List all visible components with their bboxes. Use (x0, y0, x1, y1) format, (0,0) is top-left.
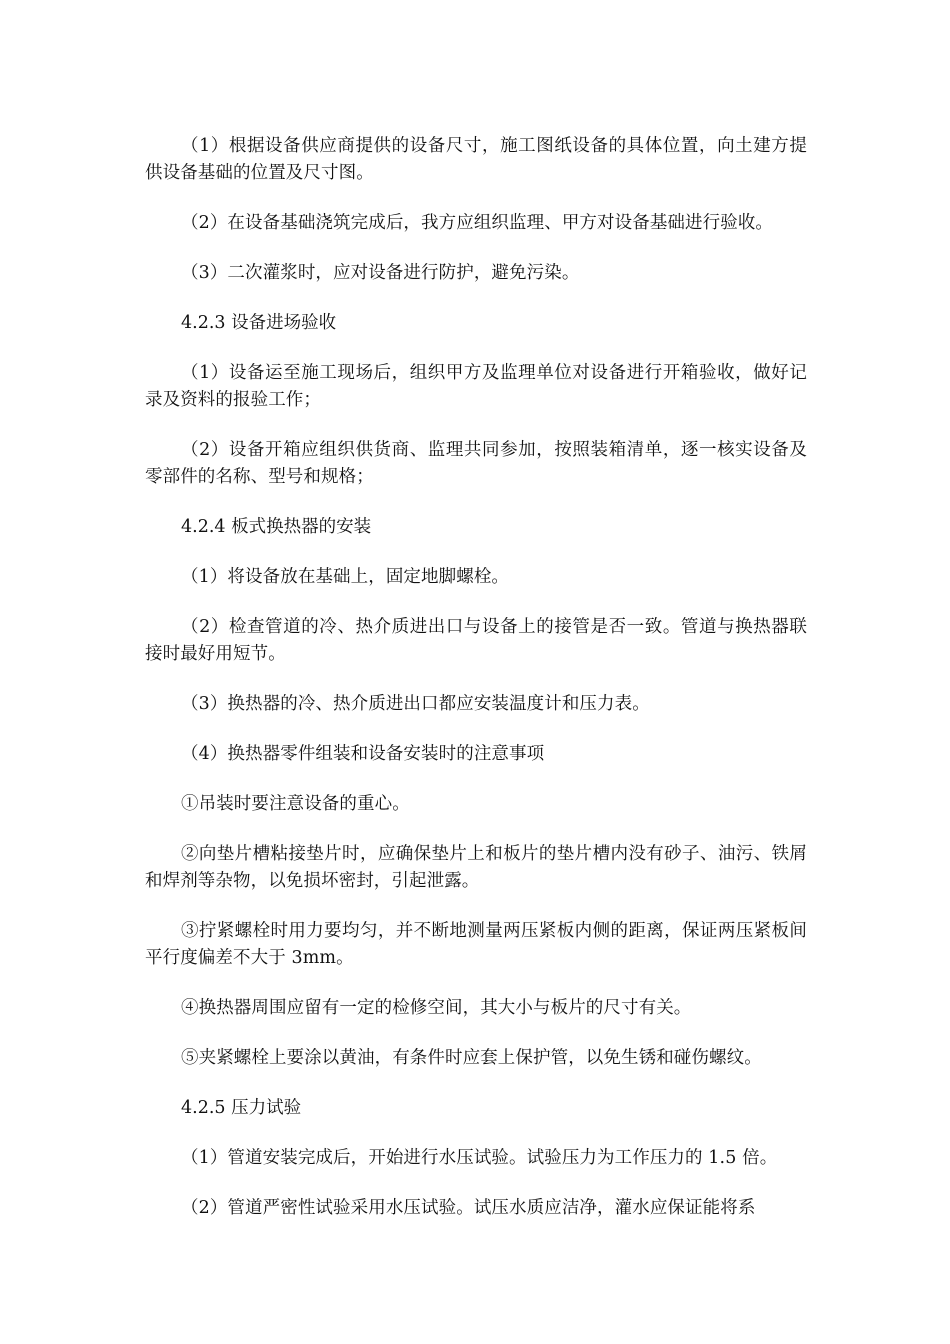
list-item-lifting: ①吊装时要注意设备的重心。 (181, 794, 410, 814)
paragraph-anchor-bolts: （1）将设备放在基础上，固定地脚螺栓。 (181, 567, 510, 587)
paragraph-unpacking-inspection: （1）设备运至施工现场后，组织甲方及监理单位对设备进行开箱验收，做好记录及资料的报验工作； (145, 363, 807, 410)
list-item-bolt-tightening: ③拧紧螺栓时用力要均匀，并不断地测量两压紧板内侧的距离，保证两压紧板间平行度偏差不大于 3mm。 (145, 921, 807, 968)
section-heading-4-2-3: 4.2.3 设备进场验收 (181, 313, 337, 333)
paragraph-inlet-outlet-check: （2）检查管道的冷、热介质进出口与设备上的接管是否一致。管道与换热器联接时最好用短节。 (145, 617, 807, 664)
section-heading-4-2-5: 4.2.5 压力试验 (181, 1098, 302, 1118)
list-item-bolt-grease: ⑤夹紧螺栓上要涂以黄油，有条件时应套上保护管，以免生锈和碰伤螺纹。 (181, 1048, 762, 1068)
section-heading-4-2-4: 4.2.4 板式换热器的安装 (181, 517, 372, 537)
paragraph-foundation-drawing: （1）根据设备供应商提供的设备尺寸，施工图纸设备的具体位置，向土建方提供设备基础的位置及尺寸图。 (145, 136, 807, 183)
paragraph-packing-list-check: （2）设备开箱应组织供货商、监理共同参加，按照装箱清单，逐一核实设备及零部件的名称、型号和规格； (145, 440, 807, 487)
list-item-maintenance-space: ④换热器周围应留有一定的检修空间，其大小与板片的尺寸有关。 (181, 998, 692, 1018)
paragraph-assembly-notes: （4）换热器零件组装和设备安装时的注意事项 (181, 744, 545, 764)
paragraph-thermometer-gauge: （3）换热器的冷、热介质进出口都应安装温度计和压力表。 (181, 694, 650, 714)
paragraph-foundation-acceptance: （2）在设备基础浇筑完成后，我方应组织监理、甲方对设备基础进行验收。 (181, 213, 774, 233)
paragraph-tightness-test: （2）管道严密性试验采用水压试验。试压水质应洁净，灌水应保证能将系 (181, 1198, 756, 1218)
paragraph-secondary-grouting: （3）二次灌浆时，应对设备进行防护，避免污染。 (181, 263, 580, 283)
paragraph-hydrostatic-test: （1）管道安装完成后，开始进行水压试验。试验压力为工作压力的 1.5 倍。 (181, 1148, 778, 1168)
document-body (145, 133, 807, 1245)
list-item-gasket: ②向垫片槽粘接垫片时，应确保垫片上和板片的垫片槽内没有砂子、油污、铁屑和焊剂等杂物，以免损坏密封，引起泄露。 (145, 844, 807, 891)
